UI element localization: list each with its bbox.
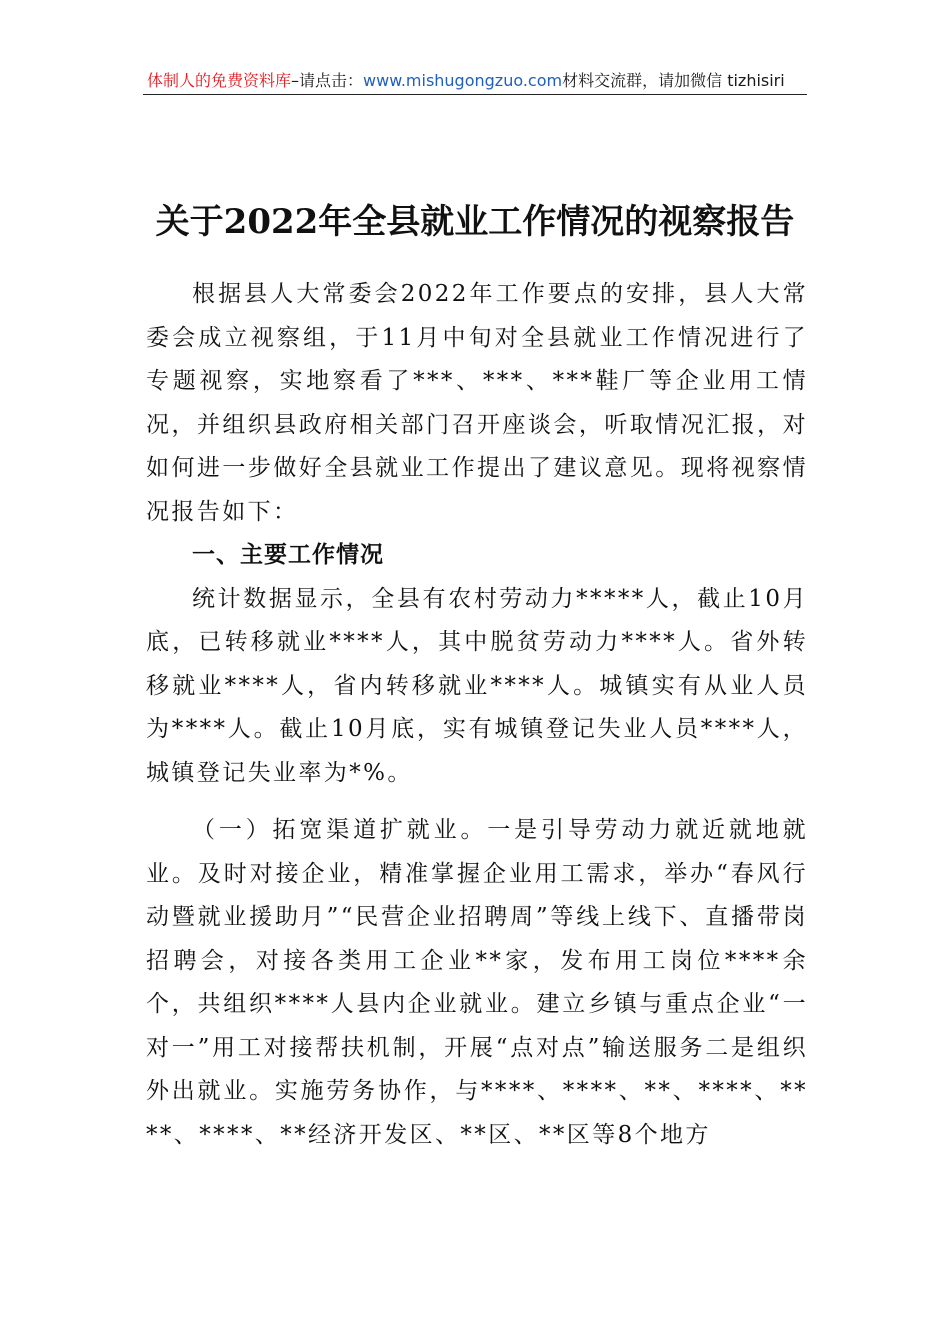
header-note: 材料交流群，请加微信 tizhisiri <box>562 71 785 90</box>
section-heading: 一、主要工作情况 <box>192 542 384 568</box>
header-divider <box>143 94 807 95</box>
statistics-paragraph: 统计数据显示，全县有农村劳动力*****人，截止10月底，已转移就业****人，其中脱贫劳动力****人。省外转移就业****人，省内转移就业****人。城镇实有从业人员为****人。截止10月底，实有城镇登记失业人员****人，城镇登记失业率为*%。 <box>146 585 808 786</box>
document-body <box>146 273 808 1157</box>
intro-paragraph: 根据县人大常委会2022年工作要点的安排，县人大常委会成立视察组，于11月中旬对全县就业工作情况进行了专题视察，实地察看了***、***、***鞋厂等企业用工情况，并组织县政府相关部门召开座谈会，听取情况汇报，对如何进一步做好全县就业工作提出了建议意见。现将视察情况报告如下： <box>146 281 808 525</box>
header-url-link[interactable]: www.mishugongzuo.com <box>363 71 563 90</box>
document-title: 关于2022年全县就业工作情况的视察报告 <box>155 201 795 242</box>
header-brand: 体制人的免费资料库 <box>147 71 292 90</box>
header-prompt: –请点击： <box>291 71 364 90</box>
page-header <box>147 68 807 94</box>
employment-channels-paragraph: （一）拓宽渠道扩就业。一是引导劳动力就近就地就业。及时对接企业，精准掌握企业用工需求，举办“春风行动暨就业援助月”“民营企业招聘周”等线上线下、直播带岗招聘会，对接各类用工企业**家，发布用工岗位****余个，共组织****人县内企业就业。建立乡镇与重点企业“一对一”用工对接帮扶机制，开展“点对点”输送服务二是组织外出就业。实施劳务协作，与****、****、**、****、****、****、**经济开发区、**区、**区等8个地方 <box>146 817 808 1148</box>
